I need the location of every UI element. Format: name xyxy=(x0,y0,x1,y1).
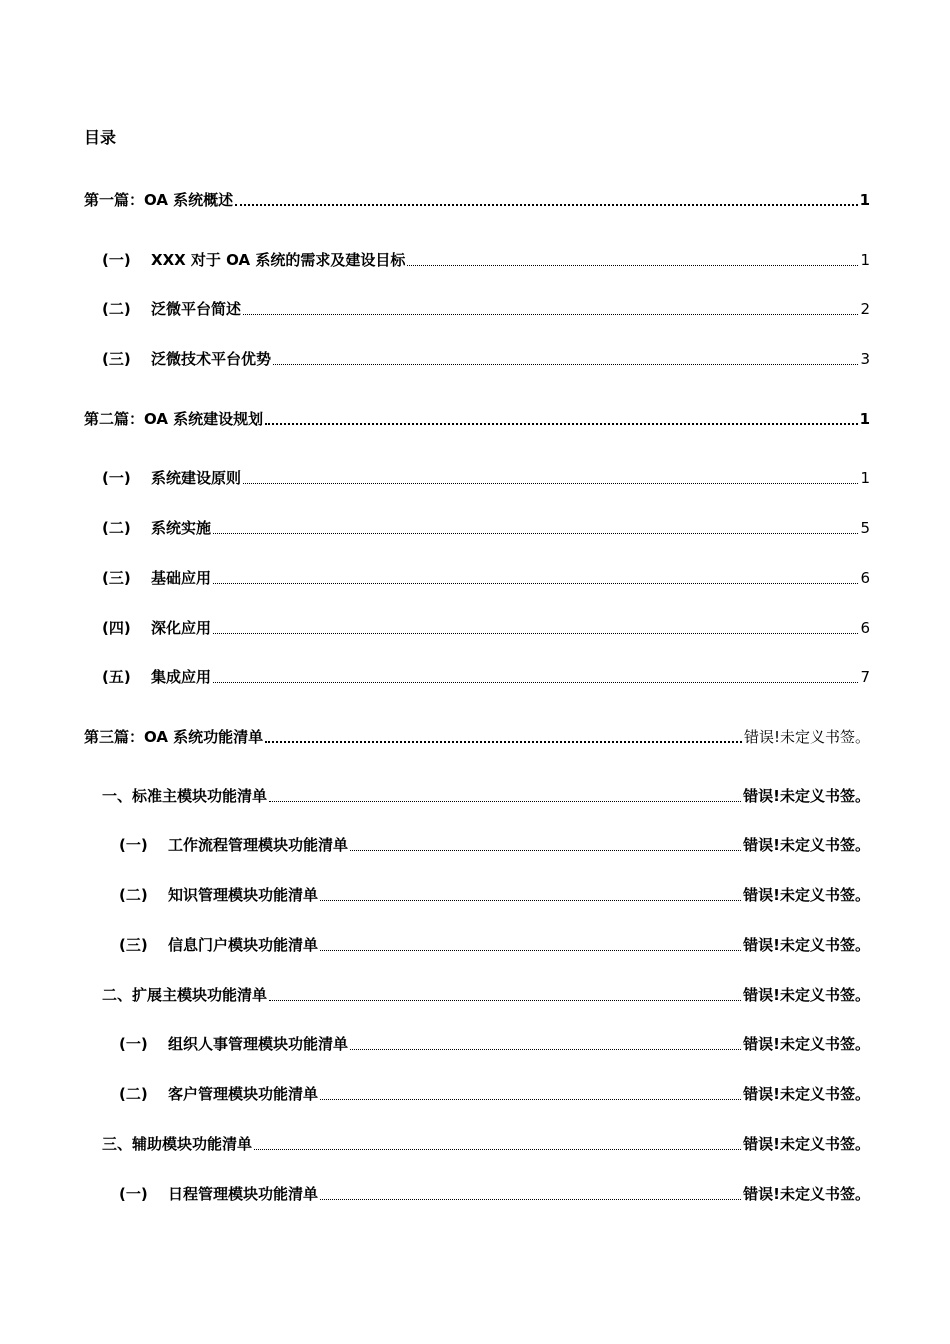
toc-dot-leader xyxy=(265,741,742,743)
toc-page-number: 错误!未定义书签。 xyxy=(743,1135,870,1153)
toc-entry-number: (一) xyxy=(102,251,131,269)
toc-page-number: 6 xyxy=(860,619,870,637)
toc-entry-label: 知识管理模块功能清单 xyxy=(168,886,319,904)
toc-page-number: 错误!未定义书签。 xyxy=(743,1185,870,1203)
toc-entry[interactable] xyxy=(119,1030,870,1054)
toc-dot-leader xyxy=(213,682,858,683)
toc-entry[interactable] xyxy=(102,1130,870,1154)
toc-entry-label: 二、扩展主模块功能清单 xyxy=(102,986,268,1004)
toc-entry-number: (二) xyxy=(119,886,148,904)
toc-page-number: 1 xyxy=(859,191,870,209)
toc-dot-leader xyxy=(269,1000,741,1001)
toc-entry-number: (二) xyxy=(102,300,131,318)
toc-entry-number: (二) xyxy=(102,519,131,537)
toc-entry-number: (五) xyxy=(102,668,131,686)
toc-entry-part-2[interactable] xyxy=(84,405,870,429)
toc-entry-label: 集成应用 xyxy=(151,668,212,686)
toc-entry-number: (三) xyxy=(119,936,148,954)
toc-dot-leader xyxy=(243,483,858,484)
toc-entry[interactable] xyxy=(119,1180,870,1204)
toc-entry-number: (二) xyxy=(119,1085,148,1103)
toc-dot-leader xyxy=(320,1199,741,1200)
toc-entry[interactable] xyxy=(102,246,870,270)
toc-entry-label: 客户管理模块功能清单 xyxy=(168,1085,319,1103)
toc-entry[interactable] xyxy=(102,564,870,588)
toc-entry-label: 泛微平台简述 xyxy=(151,300,242,318)
toc-page-number: 错误!未定义书签。 xyxy=(743,936,870,954)
toc-entry-label: 第二篇：OA 系统建设规划 xyxy=(84,410,264,428)
toc-entry-number: (一) xyxy=(102,469,131,487)
toc-entry-label: 工作流程管理模块功能清单 xyxy=(168,836,349,854)
toc-entry-number: (三) xyxy=(102,569,131,587)
toc-entry[interactable] xyxy=(102,464,870,488)
toc-entry-number: (一) xyxy=(119,1035,148,1053)
toc-page-number: 7 xyxy=(860,668,870,686)
toc-entry-label: 第三篇：OA 系统功能清单 xyxy=(84,728,264,746)
toc-page-number: 2 xyxy=(860,300,870,318)
toc-entry-label: 系统实施 xyxy=(151,519,212,537)
toc-dot-leader xyxy=(235,204,857,206)
toc-entry-number: (四) xyxy=(102,619,131,637)
toc-dot-leader xyxy=(243,314,858,315)
toc-entry[interactable] xyxy=(119,931,870,955)
toc-entry[interactable] xyxy=(102,981,870,1005)
toc-entry[interactable] xyxy=(102,514,870,538)
toc-dot-leader xyxy=(213,583,858,584)
toc-page-number: 错误!未定义书签。 xyxy=(743,986,870,1004)
toc-page-number: 错误!未定义书签。 xyxy=(743,1085,870,1103)
toc-entry[interactable] xyxy=(119,881,870,905)
toc-dot-leader xyxy=(254,1149,741,1150)
toc-entry-label: XXX 对于 OA 系统的需求及建设目标 xyxy=(151,251,406,269)
toc-dot-leader xyxy=(320,1099,741,1100)
toc-entry[interactable] xyxy=(102,345,870,369)
toc-dot-leader xyxy=(320,900,741,901)
toc-entry-label: 组织人事管理模块功能清单 xyxy=(168,1035,349,1053)
toc-entry-number: (一) xyxy=(119,1185,148,1203)
toc-entry[interactable] xyxy=(119,1080,870,1104)
toc-entry[interactable] xyxy=(102,295,870,319)
toc-page-number: 3 xyxy=(860,350,870,368)
toc-entry-label: 泛微技术平台优势 xyxy=(151,350,272,368)
toc-dot-leader xyxy=(273,364,858,365)
toc-entry[interactable] xyxy=(102,614,870,638)
toc-entry[interactable] xyxy=(119,831,870,855)
toc-entry[interactable] xyxy=(102,663,870,687)
toc-dot-leader xyxy=(320,950,741,951)
toc-page-number: 1 xyxy=(860,469,870,487)
toc-page-number: 错误!未定义书签。 xyxy=(743,1035,870,1053)
toc-entry-label: 一、标准主模块功能清单 xyxy=(102,787,268,805)
toc-dot-leader xyxy=(350,1049,741,1050)
toc-dot-leader xyxy=(213,533,858,534)
toc-page-number: 1 xyxy=(860,251,870,269)
toc-entry-label: 信息门户模块功能清单 xyxy=(168,936,319,954)
toc-page-number: 错误!未定义书签。 xyxy=(743,836,870,854)
toc-entry-label: 第一篇：OA 系统概述 xyxy=(84,191,234,209)
toc-entry-label: 三、辅助模块功能清单 xyxy=(102,1135,253,1153)
toc-dot-leader xyxy=(269,801,741,802)
toc-page-number: 6 xyxy=(860,569,870,587)
toc-dot-leader xyxy=(350,850,741,851)
toc-page-number: 错误!未定义书签。 xyxy=(743,787,870,805)
toc-entry-number: (一) xyxy=(119,836,148,854)
toc-entry-part-1[interactable] xyxy=(84,186,870,210)
toc-dot-leader xyxy=(213,633,858,634)
toc-entry-label: 系统建设原则 xyxy=(151,469,242,487)
toc-page-number: 错误!未定义书签。 xyxy=(743,728,870,746)
toc-page-number: 5 xyxy=(860,519,870,537)
toc-page-number: 1 xyxy=(859,410,870,428)
toc-dot-leader xyxy=(407,265,858,266)
toc-entry-number: (三) xyxy=(102,350,131,368)
toc-title: 目录 xyxy=(84,128,117,147)
toc-entry-part-3[interactable] xyxy=(84,723,870,747)
toc-entry[interactable] xyxy=(102,782,870,806)
toc-entry-label: 日程管理模块功能清单 xyxy=(168,1185,319,1203)
toc-dot-leader xyxy=(265,423,857,425)
toc-entry-label: 基础应用 xyxy=(151,569,212,587)
toc-page-number: 错误!未定义书签。 xyxy=(743,886,870,904)
toc-entry-label: 深化应用 xyxy=(151,619,212,637)
